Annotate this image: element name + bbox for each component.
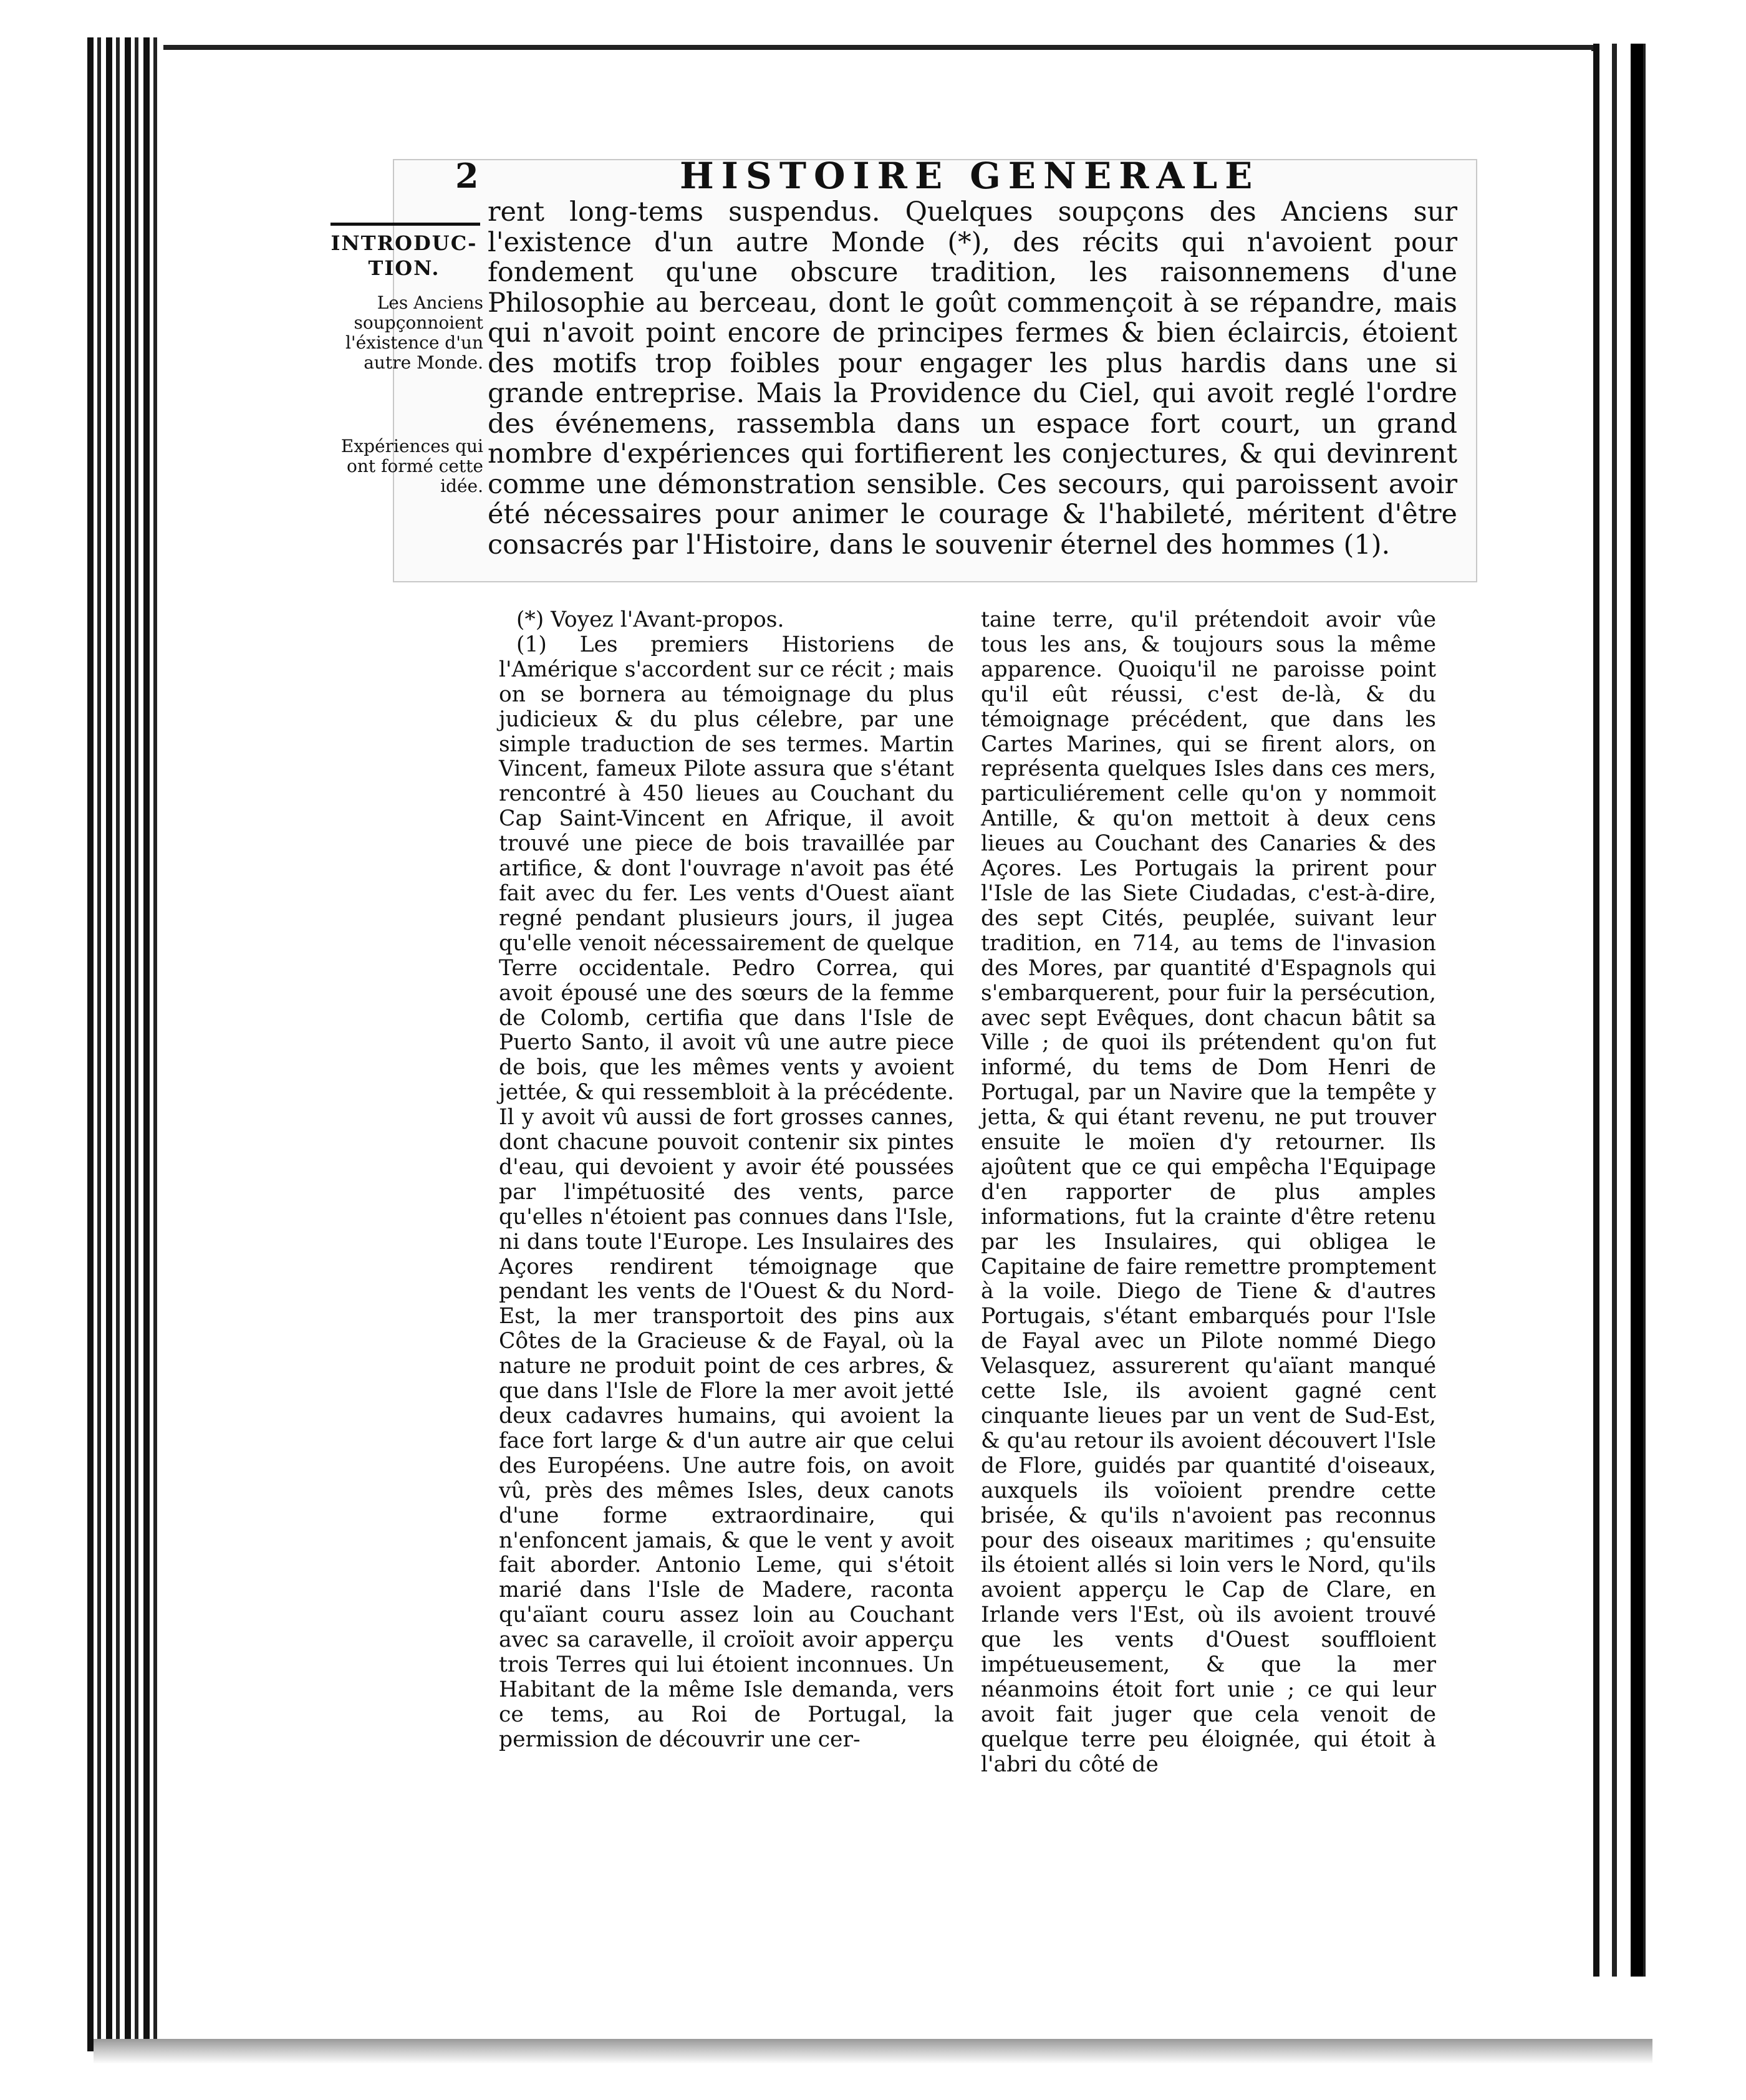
- margin-note: Les Anciens soupçonnoient l'éxistence d'un autre Monde.: [345, 292, 483, 373]
- footnote-one: (1) Les premiers Historiens de l'Amérique s'accordent sur ce récit ; mais on se bornera au témoignage du plus judicieux & du plus célebre, par une simple traduction de ses termes. Martin Vincent, fameux Pilote assura que s'étant rencontré à 450 lieues au Couchant du Cap Saint-Vincent en Afrique, il avoit trouvé une piece de bois travaillée par artifice, & dont l'ouvrage n'avoit pas été fait avec du fer. Les vents d'Ouest aïant regné pendant plusieurs jours, il jugea qu'elle venoit nécessairement de quelque Terre occidentale. Pedro Correa, qui avoit épousé une des sœurs de la femme de Colomb, certifia que dans l'Isle de Puerto Santo, il avoit vû une autre piece de bois, que les mêmes vents y avoient jettée, & qui ressembloit à la précédente. Il y avoit vû aussi de fort grosses cannes, dont chacune pouvoit contenir six pintes d'eau, qui devoient y avoir été poussées par l'impétuosité des vents, parce qu'elles n'étoient pas connues dans l'Isle, ni dans toute l'Europe. Les Insulaires des Açores rendirent témoignage que pendant les vents de l'Ouest & du Nord-Est, la mer transportoit des pins aux Côtes de la Gracieuse & de Fayal, où la nature ne produit point de ces arbres, & que dans l'Isle de Flore la mer avoit jetté deux cadavres humains, qui avoient la face fort large & d'un autre air que celui des Européens. Une autre fois, on avoit vû, près des mêmes Isles, deux canots d'une forme extraordinaire, qui n'enfoncent jamais, & que le vent y avoit fait aborder. Antonio Leme, qui s'étoit marié dans l'Isle de Madere, raconta qu'aïant couru assez loin au Couchant avec sa caravelle, il croïoit avoir apperçu trois Terres qui lui étoient inconnues. Un Habitant de la même Isle demanda, vers ce tems, au Roi de Portugal, la permission de découvrir une cer-: [499, 632, 954, 1752]
- footnote-star: (*) Voyez l'Avant-propos.: [516, 607, 784, 632]
- section-sidenote: INTRODUC-TION.: [330, 231, 478, 280]
- main-paragraph: [488, 197, 1457, 560]
- adjacent-page: [1643, 44, 1720, 1977]
- footnote-column-right: [981, 608, 1436, 1778]
- page-number: 2: [455, 156, 479, 196]
- margin-note: Expériences qui ont formé cette idée.: [340, 436, 483, 496]
- running-title: HISTOIRE GENERALE: [680, 155, 1260, 197]
- book-page-edges: [87, 37, 162, 2051]
- right-page-edge: [1593, 44, 1643, 1977]
- bottom-shadow: [94, 2039, 1652, 2064]
- sidenote-rule: [330, 223, 480, 226]
- footnote-column-left: [499, 608, 954, 1753]
- main-paragraph-text: rent long-tems suspendus. Quelques soupçons des Anciens sur l'existence d'un autre Monde (*), des récits qui n'avoient pour fondement qu'une obscure tradition, les raisonnemens d'une Philosophie au berceau, dont le goût commençoit à se répandre, mais qui n'avoit point encore de principes fermes & bien éclaircis, étoient des motifs trop foibles pour engager les plus hardis dans une si grande entreprise. Mais la Providence du Ciel, qui avoit reglé l'ordre des événemens, rassembla dans un espace fort court, un grand nombre d'expériences qui fortifierent les conjectures, & qui devinrent comme une démonstration sensible. Ces secours, qui paroissent avoir été nécessaires pour animer le courage & l'habileté, méritent d'être consacrés par l'Histoire, dans le souvenir éternel des hommes (1).: [488, 196, 1457, 561]
- footnote-one-continued: taine terre, qu'il prétendoit avoir vûe tous les ans, & toujours sous la même apparence. Quoiqu'il ne paroisse point qu'il eût réussi, c'est de-là, & du témoignage précédent, que dans les Cartes Marines, qui se firent alors, on représenta quelques Isles dans ces mers, particuliérement celle qu'on y nommoit Antille, & qu'on mettoit à deux cens lieues au Couchant des Canaries & des Açores. Les Portugais la prirent pour l'Isle de las Siete Ciudadas, c'est-à-dire, des sept Cités, peuplée, suivant leur tradition, en 714, au tems de l'invasion des Mores, par quantité d'Espagnols qui s'embarquerent, pour fuir la persécution, avec sept Evêques, dont chacun bâtit sa Ville ; de quoi ils prétendent qu'on fut informé, du tems de Dom Henri de Portugal, par un Navire que la tempête y jetta, & qui étant revenu, ne put trouver ensuite le moïen d'y retourner. Ils ajoûtent que ce qui empêcha l'Equipage d'en rapporter de plus amples informations, fut la crainte d'être retenu par les Insulaires, qui obligea le Capitaine de faire remettre promptement à la voile. Diego de Tiene & d'autres Portugais, s'étant embarqués pour l'Isle de Fayal avec un Pilote nommé Diego Velasquez, assurerent qu'aïant manqué cette Isle, ils avoient gagné cent cinquante lieues par un vent de Sud-Est, & qu'au retour ils avoient découvert l'Isle de Flore, guidés par quantité d'oiseaux, auxquels ils voïoient prendre cette brisée, & qu'ils n'avoient pas reconnus pour des oiseaux maritimes ; qu'ensuite ils étoient allés si loin vers le Nord, qu'ils avoient apperçu le Cap de Clare, en Irlande vers l'Est, où ils avoient trouvé que les vents d'Ouest souffloient impétueusement, & que la mer néanmoins étoit fort unie ; ce qui leur avoit fait juger que cela venoit de quelque terre peu éloignée, qui étoit à l'abri du côté de: [981, 607, 1436, 1777]
